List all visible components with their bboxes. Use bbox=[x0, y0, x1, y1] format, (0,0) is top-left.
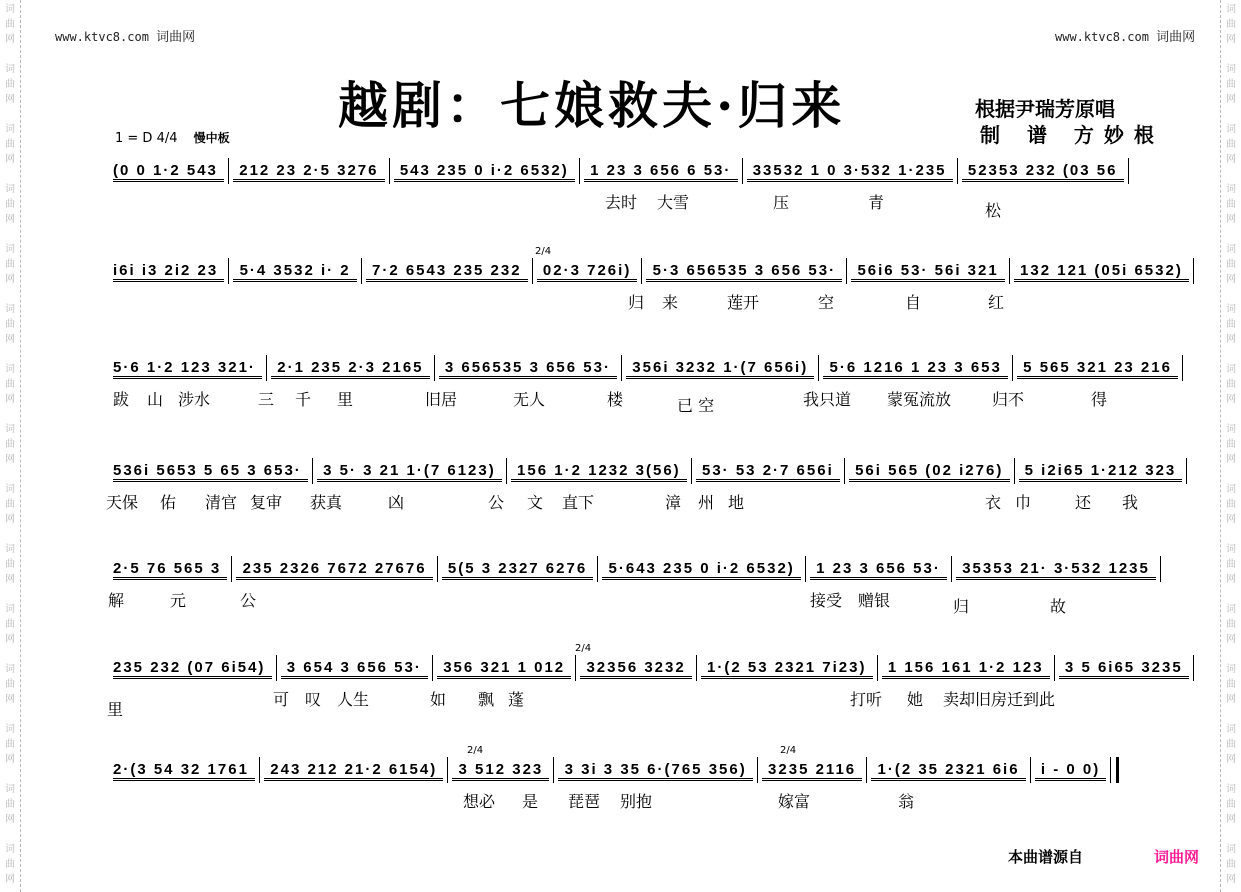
barline bbox=[818, 355, 819, 381]
lyric: 公 bbox=[488, 493, 505, 512]
lyric: 佑 bbox=[160, 493, 177, 512]
lyric: 天保 bbox=[106, 493, 139, 512]
note-group: 33532 1 0 3·532 1·235 bbox=[747, 162, 953, 182]
lyric: 是 bbox=[522, 792, 539, 811]
lyric: 如 bbox=[430, 690, 447, 709]
watermark-glyphs: 词 曲 网 bbox=[1226, 604, 1236, 645]
lyric: 莲开 bbox=[727, 293, 760, 312]
lyric: 她 bbox=[907, 690, 924, 709]
lyric: 元 bbox=[170, 591, 187, 610]
lyric: 蓬 bbox=[508, 690, 525, 709]
lyric: 文 bbox=[527, 493, 544, 512]
lyric: 获真 bbox=[310, 493, 343, 512]
watermark-glyphs: 词 曲 网 bbox=[5, 244, 15, 285]
lyric: 解 bbox=[108, 591, 125, 610]
note-group: 5(5 3 2327 6276 bbox=[442, 560, 594, 580]
lyric: 归 bbox=[628, 293, 645, 312]
watermark-glyphs: 词 曲 网 bbox=[5, 184, 15, 225]
lyric: 叹 bbox=[305, 690, 322, 709]
score-title: 越剧：七娘救夫·归来 bbox=[338, 76, 846, 135]
barline bbox=[805, 556, 806, 582]
barline bbox=[228, 158, 229, 184]
barline bbox=[1193, 258, 1194, 284]
lyric: 旧居 bbox=[425, 390, 458, 409]
watermark-glyphs: 词 曲 网 bbox=[1226, 784, 1236, 825]
watermark-glyphs: 词 曲 网 bbox=[1226, 724, 1236, 765]
barline bbox=[1128, 158, 1129, 184]
lyric: 赠银 bbox=[858, 591, 891, 610]
lyric: 衣 bbox=[985, 493, 1002, 512]
watermark-glyphs: 词 曲 网 bbox=[1226, 424, 1236, 465]
note-group: 356 321 1 012 bbox=[437, 659, 571, 679]
barline bbox=[844, 458, 845, 484]
lyric: 复审 bbox=[250, 493, 283, 512]
note-group: 3 656535 3 656 53· bbox=[439, 359, 617, 379]
watermark-glyphs: 词 曲 网 bbox=[5, 364, 15, 405]
barline bbox=[506, 458, 507, 484]
note-group: 5 565 321 23 216 bbox=[1017, 359, 1178, 379]
lyric: 红 bbox=[988, 293, 1005, 312]
watermark-glyphs: 词 曲 网 bbox=[1226, 544, 1236, 585]
watermark-glyphs: 词 曲 网 bbox=[5, 64, 15, 105]
barline bbox=[877, 655, 878, 681]
watermark-glyphs: 词 曲 网 bbox=[1226, 484, 1236, 525]
footer-source-label: 本曲谱源自 bbox=[1008, 848, 1084, 866]
lyric: 巾 bbox=[1015, 493, 1032, 512]
lyric: 接受 bbox=[810, 591, 843, 610]
lyric: 漳 bbox=[665, 493, 682, 512]
key-and-meter: 1 = D 4/4 bbox=[115, 131, 178, 146]
lyric: 清官 bbox=[205, 493, 238, 512]
note-group: i - 0 0) bbox=[1035, 761, 1107, 781]
lyric: 青 bbox=[868, 193, 885, 212]
barline bbox=[361, 258, 362, 284]
barline bbox=[1030, 757, 1031, 783]
lyric: 里 bbox=[107, 700, 124, 719]
barline bbox=[957, 158, 958, 184]
barline bbox=[434, 355, 435, 381]
lyric: 已 空 bbox=[677, 396, 715, 415]
lyric: 直下 bbox=[562, 493, 595, 512]
lyric: 归 bbox=[953, 597, 970, 616]
lyric: 飘 bbox=[478, 690, 495, 709]
note-group: 32356 3232 bbox=[580, 659, 692, 679]
tempo-marking: 慢中板 bbox=[193, 131, 230, 145]
lyric: 里 bbox=[337, 390, 354, 409]
note-group: 243 212 21·2 6154) bbox=[264, 761, 443, 781]
watermark-glyphs: 词 曲 网 bbox=[5, 124, 15, 165]
lyric: 蒙冤流放 bbox=[887, 390, 952, 409]
watermark-glyphs: 词 曲 网 bbox=[5, 664, 15, 705]
site-url: www.ktvc8.com bbox=[1055, 30, 1149, 44]
note-group: 5·3 656535 3 656 53· bbox=[646, 262, 842, 282]
time-signature-change: 2/4 bbox=[535, 246, 552, 257]
note-group: 3 5· 3 21 1·(7 6123) bbox=[317, 462, 502, 482]
notation-line-7 bbox=[113, 757, 1119, 781]
watermark-glyphs: 词 曲 网 bbox=[1226, 124, 1236, 165]
site-name: 词曲网 bbox=[156, 30, 196, 45]
barline bbox=[228, 258, 229, 284]
barline bbox=[597, 556, 598, 582]
note-group: 3 5 6i65 3235 bbox=[1059, 659, 1189, 679]
notation-line-6 bbox=[113, 655, 1198, 679]
note-group: 3235 2116 bbox=[762, 761, 862, 781]
lyric: 我 bbox=[1122, 493, 1139, 512]
site-label-left bbox=[55, 26, 195, 45]
lyric: 来 bbox=[662, 293, 679, 312]
barline bbox=[1182, 355, 1183, 381]
lyric: 故 bbox=[1050, 597, 1067, 616]
notation-line-4 bbox=[113, 458, 1191, 482]
lyric: 归不 bbox=[992, 390, 1025, 409]
watermark-column-right bbox=[1220, 0, 1241, 892]
watermark-glyphs: 词 曲 网 bbox=[5, 304, 15, 345]
lyric: 想必 bbox=[463, 792, 496, 811]
watermark-glyphs: 词 曲 网 bbox=[1226, 244, 1236, 285]
credits-transcriber: 制 谱 方妙根 bbox=[980, 123, 1164, 147]
site-url: www.ktvc8.com bbox=[55, 30, 149, 44]
barline bbox=[742, 158, 743, 184]
lyric: 大雪 bbox=[657, 193, 690, 212]
lyric: 翁 bbox=[898, 792, 915, 811]
note-group: 5·6 1·2 123 321· bbox=[113, 359, 262, 379]
barline bbox=[696, 655, 697, 681]
key-signature bbox=[115, 129, 230, 146]
watermark-glyphs: 词 曲 网 bbox=[1226, 844, 1236, 885]
barline bbox=[846, 258, 847, 284]
watermark-glyphs: 词 曲 网 bbox=[5, 424, 15, 465]
watermark-glyphs: 词 曲 网 bbox=[1226, 4, 1236, 45]
lyric: 得 bbox=[1091, 390, 1108, 409]
note-group: 156 1·2 1232 3(56) bbox=[511, 462, 687, 482]
barline bbox=[437, 556, 438, 582]
lyric: 凶 bbox=[388, 493, 405, 512]
note-group: 56i6 53· 56i 321 bbox=[851, 262, 1005, 282]
credits-original-singer: 根据尹瑞芳原唱 bbox=[975, 97, 1115, 121]
watermark-glyphs: 词 曲 网 bbox=[5, 784, 15, 825]
note-group: 1·(2 35 2321 6i6 bbox=[871, 761, 1025, 781]
barline bbox=[432, 655, 433, 681]
lyric: 州 bbox=[698, 493, 715, 512]
note-group: 3 3i 3 35 6·(765 356) bbox=[558, 761, 752, 781]
barline bbox=[1009, 258, 1010, 284]
barline bbox=[312, 458, 313, 484]
barline bbox=[575, 655, 576, 681]
barline bbox=[1054, 655, 1055, 681]
watermark-glyphs: 词 曲 网 bbox=[5, 724, 15, 765]
barline bbox=[1186, 458, 1187, 484]
note-group: 3 512 323 bbox=[452, 761, 549, 781]
lyric: 松 bbox=[985, 201, 1002, 220]
lyric: 卖却旧房迁到此 bbox=[943, 690, 1056, 709]
note-group: 02·3 726i) bbox=[537, 262, 638, 282]
note-group: 1 23 3 656 6 53· bbox=[584, 162, 738, 182]
note-group: 5·4 3532 i· 2 bbox=[233, 262, 356, 282]
footer-brand[interactable]: 词曲网 bbox=[1154, 848, 1200, 866]
note-group: 5·6 1216 1 23 3 653 bbox=[823, 359, 1008, 379]
barline bbox=[866, 757, 867, 783]
note-group: 356i 3232 1·(7 656i) bbox=[626, 359, 814, 379]
barline bbox=[532, 258, 533, 284]
lyric: 琵琶 bbox=[568, 792, 601, 811]
lyric: 公 bbox=[240, 591, 257, 610]
notation-line-2 bbox=[113, 258, 1198, 282]
note-group: 5 i2i65 1·212 323 bbox=[1019, 462, 1183, 482]
note-group: 3 654 3 656 53· bbox=[281, 659, 428, 679]
lyric: 跋 bbox=[113, 390, 130, 409]
lyric: 空 bbox=[818, 293, 835, 312]
watermark-glyphs: 词 曲 网 bbox=[5, 604, 15, 645]
credits bbox=[975, 96, 1164, 148]
barline bbox=[231, 556, 232, 582]
lyric: 自 bbox=[905, 293, 922, 312]
watermark-glyphs: 词 曲 网 bbox=[1226, 364, 1236, 405]
barline bbox=[266, 355, 267, 381]
lyric: 去时 bbox=[605, 193, 638, 212]
watermark-column-left bbox=[0, 0, 21, 892]
lyric: 地 bbox=[728, 493, 745, 512]
barline bbox=[641, 258, 642, 284]
notation-line-5 bbox=[113, 556, 1165, 580]
barline bbox=[1014, 458, 1015, 484]
lyric: 山 bbox=[147, 390, 164, 409]
lyric: 别抱 bbox=[620, 792, 653, 811]
lyric: 嫁富 bbox=[778, 792, 811, 811]
watermark-glyphs: 词 曲 网 bbox=[1226, 664, 1236, 705]
lyric: 三 bbox=[258, 390, 275, 409]
notation-line-3 bbox=[113, 355, 1187, 379]
note-group: 56i 565 (02 i276) bbox=[849, 462, 1010, 482]
note-group: 132 121 (05i 6532) bbox=[1014, 262, 1189, 282]
note-group: 5·643 235 0 i·2 6532) bbox=[602, 560, 801, 580]
barline bbox=[579, 158, 580, 184]
lyric: 千 bbox=[295, 390, 312, 409]
notation-line-1 bbox=[113, 158, 1133, 182]
barline bbox=[621, 355, 622, 381]
note-group: 2·1 235 2·3 2165 bbox=[271, 359, 430, 379]
barline bbox=[447, 757, 448, 783]
watermark-glyphs: 词 曲 网 bbox=[1226, 304, 1236, 345]
barline bbox=[276, 655, 277, 681]
time-signature-change: 2/4 bbox=[575, 643, 592, 654]
note-group: 235 232 (07 6i54) bbox=[113, 659, 272, 679]
lyric: 我只道 bbox=[803, 390, 852, 409]
note-group: 1·(2 53 2321 7i23) bbox=[701, 659, 873, 679]
note-group: (0 0 1·2 543 bbox=[113, 162, 224, 182]
lyric: 楼 bbox=[607, 390, 624, 409]
lyric: 无人 bbox=[513, 390, 546, 409]
lyric: 压 bbox=[773, 193, 790, 212]
note-group: 2·(3 54 32 1761 bbox=[113, 761, 255, 781]
note-group: i6i i3 2i2 23 bbox=[113, 262, 224, 282]
note-group: 53· 53 2·7 656i bbox=[696, 462, 840, 482]
watermark-glyphs: 词 曲 网 bbox=[5, 844, 15, 885]
note-group: 235 2326 7672 27676 bbox=[236, 560, 432, 580]
barline bbox=[1012, 355, 1013, 381]
lyric: 还 bbox=[1075, 493, 1092, 512]
barline bbox=[553, 757, 554, 783]
note-group: 52353 232 (03 56 bbox=[962, 162, 1124, 182]
lyric: 人生 bbox=[337, 690, 370, 709]
watermark-glyphs: 词 曲 网 bbox=[5, 484, 15, 525]
final-barline bbox=[1110, 757, 1119, 783]
time-signature-change: 2/4 bbox=[780, 745, 797, 756]
note-group: 7·2 6543 235 232 bbox=[366, 262, 528, 282]
note-group: 2·5 76 565 3 bbox=[113, 560, 227, 580]
lyric: 可 bbox=[273, 690, 290, 709]
note-group: 35353 21· 3·532 1235 bbox=[956, 560, 1156, 580]
site-name: 词曲网 bbox=[1156, 30, 1196, 45]
watermark-glyphs: 词 曲 网 bbox=[5, 544, 15, 585]
barline bbox=[691, 458, 692, 484]
barline bbox=[1193, 655, 1194, 681]
watermark-glyphs: 词 曲 网 bbox=[1226, 184, 1236, 225]
barline bbox=[757, 757, 758, 783]
lyric: 打听 bbox=[850, 690, 883, 709]
barline bbox=[259, 757, 260, 783]
note-group: 1 156 161 1·2 123 bbox=[882, 659, 1050, 679]
site-label-right bbox=[1055, 26, 1195, 45]
watermark-glyphs: 词 曲 网 bbox=[1226, 64, 1236, 105]
note-group: 536i 5653 5 65 3 653· bbox=[113, 462, 308, 482]
note-group: 212 23 2·5 3276 bbox=[233, 162, 385, 182]
note-group: 1 23 3 656 53· bbox=[810, 560, 947, 580]
barline bbox=[1160, 556, 1161, 582]
note-group: 543 235 0 i·2 6532) bbox=[394, 162, 575, 182]
watermark-glyphs: 词 曲 网 bbox=[5, 4, 15, 45]
time-signature-change: 2/4 bbox=[467, 745, 484, 756]
lyric: 涉水 bbox=[178, 390, 211, 409]
barline bbox=[389, 158, 390, 184]
barline bbox=[951, 556, 952, 582]
